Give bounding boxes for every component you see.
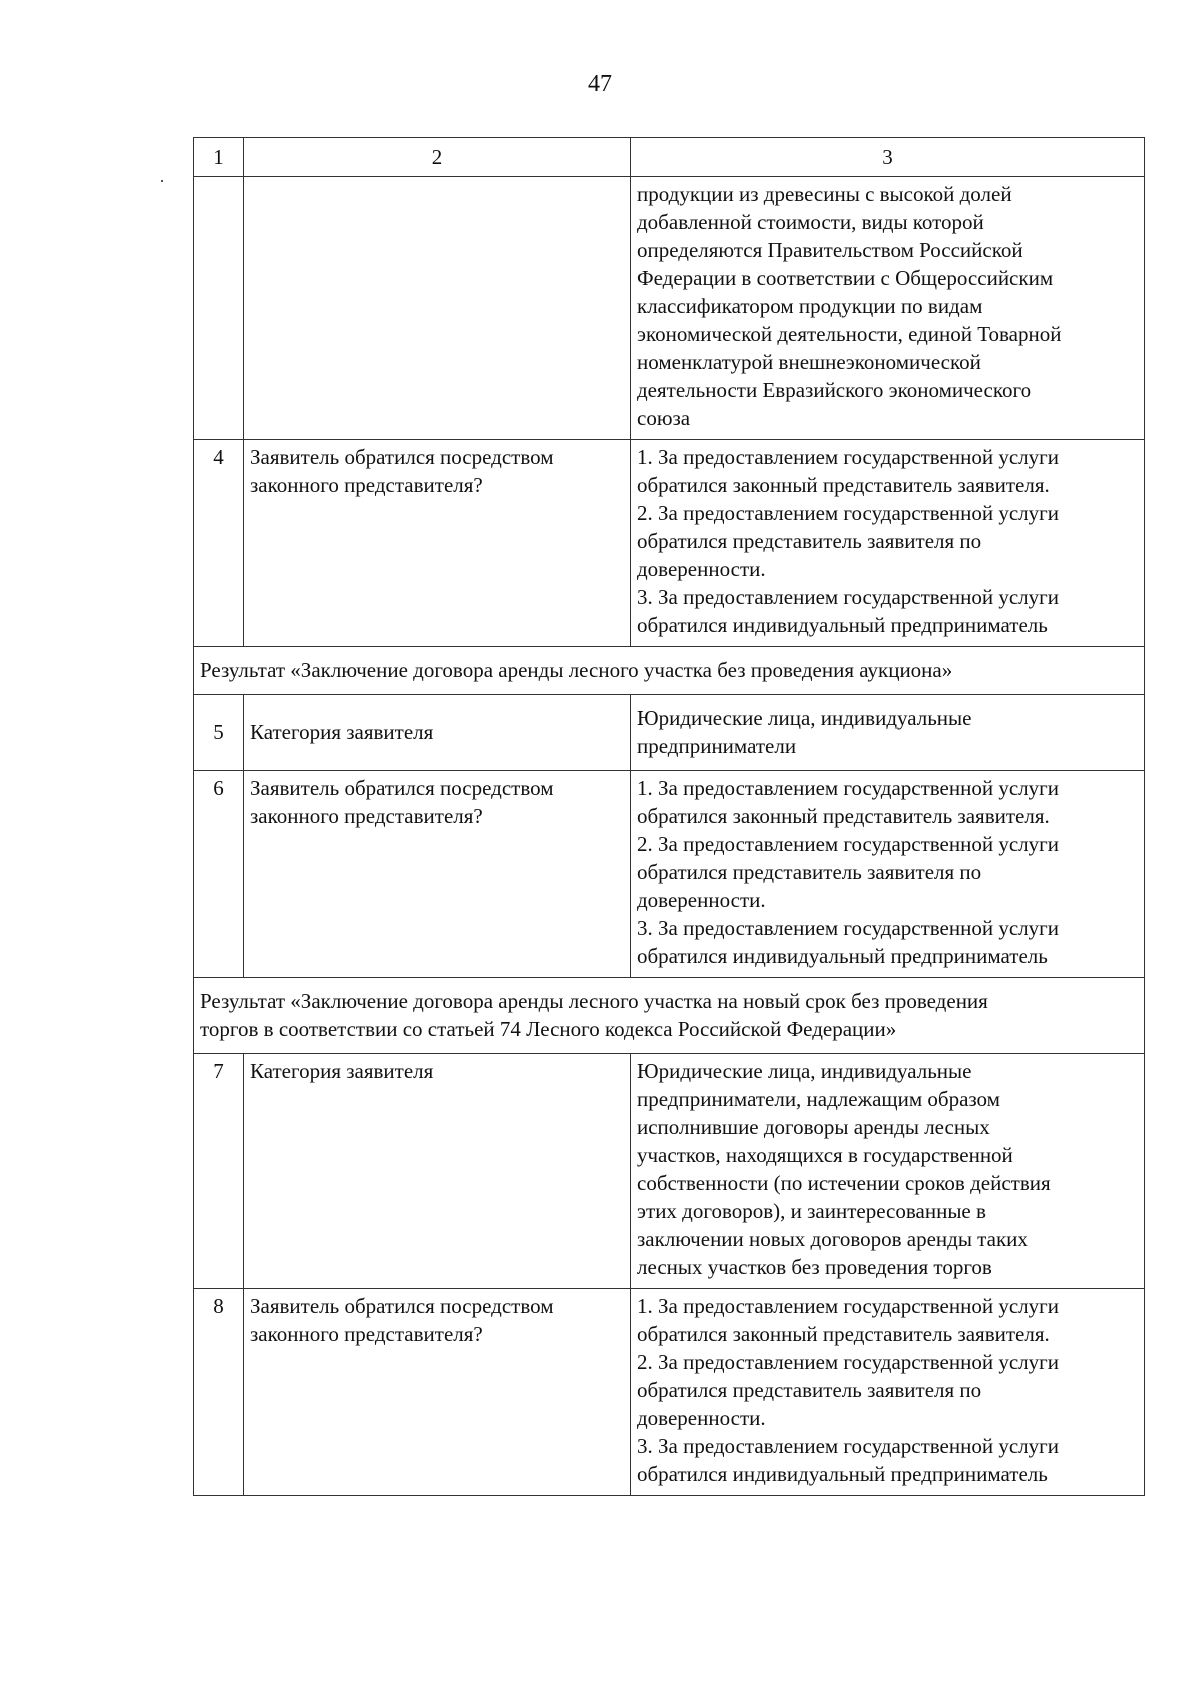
- answer-cell: [631, 695, 1145, 771]
- table-row: [194, 1289, 1145, 1496]
- text-line: предприниматели: [637, 734, 797, 758]
- row-number-cell: 5: [194, 695, 244, 771]
- page-number: 47: [588, 71, 612, 97]
- text-line: 1. За предоставлением государственной услуги: [637, 1294, 1059, 1318]
- text-line: 3. За предоставлением государственной услуги: [637, 916, 1059, 940]
- text-line: классификатором продукции по видам: [637, 294, 983, 318]
- table-header-row: [194, 138, 1145, 177]
- table-body: [194, 440, 1145, 1496]
- header-col-3: 3: [631, 138, 1145, 177]
- text-line: обратился индивидуальный предприниматель: [637, 944, 1048, 968]
- text-line: доверенности.: [637, 888, 766, 912]
- text-line: заключении новых договоров аренды таких: [637, 1227, 1028, 1251]
- text-line: добавленной стоимости, виды которой: [637, 210, 984, 234]
- text-line: торгов в соответствии со статьей 74 Лесного кодекса Российской Федерации»: [200, 1017, 897, 1041]
- text-line: Результат «Заключение договора аренды лесного участка без проведения аукциона»: [200, 658, 953, 682]
- row-number-cell: [194, 177, 244, 440]
- text-line: исполнившие договоры аренды лесных: [637, 1115, 990, 1139]
- text-line: участков, находящихся в государственной: [637, 1143, 1013, 1167]
- text-line: 2. За предоставлением государственной услуги: [637, 832, 1059, 856]
- text-line: обратился представитель заявителя по: [637, 860, 982, 884]
- text-line: этих договоров), и заинтересованные в: [637, 1199, 986, 1223]
- row-number-cell: 8: [194, 1289, 244, 1496]
- text-line: законного представителя?: [250, 473, 483, 497]
- text-line: собственности (по истечении сроков действия: [637, 1171, 1051, 1195]
- text-line: Категория заявителя: [250, 720, 434, 744]
- scan-artifact-dot: [161, 180, 163, 182]
- text-line: обратился законный представитель заявителя.: [637, 473, 1050, 497]
- text-line: лесных участков без проведения торгов: [637, 1255, 992, 1279]
- text-line: обратился представитель заявителя по: [637, 529, 982, 553]
- text-line: продукции из древесины с высокой долей: [637, 182, 1012, 206]
- text-line: 3. За предоставлением государственной услуги: [637, 585, 1059, 609]
- text-line: доверенности.: [637, 1406, 766, 1430]
- question-cell: [244, 177, 631, 440]
- criteria-table: [193, 137, 1145, 1496]
- table-row: [194, 771, 1145, 978]
- row-number-cell: 7: [194, 1054, 244, 1289]
- answer-cell: [631, 771, 1145, 978]
- text-line: Результат «Заключение договора аренды лесного участка на новый срок без проведения: [200, 989, 988, 1013]
- question-cell: [244, 695, 631, 771]
- question-cell: [244, 1054, 631, 1289]
- text-line: экономической деятельности, единой Товарной: [637, 322, 1062, 346]
- text-line: обратился индивидуальный предприниматель: [637, 1462, 1048, 1486]
- text-line: Юридические лица, индивидуальные: [637, 706, 972, 730]
- text-line: номенклатурой внешнеэкономической: [637, 350, 981, 374]
- question-cell: [244, 1289, 631, 1496]
- table-row-continuation: [194, 177, 1145, 440]
- text-line: доверенности.: [637, 557, 766, 581]
- text-line: союза: [637, 406, 691, 430]
- table-row: [194, 440, 1145, 647]
- text-line: законного представителя?: [250, 1322, 483, 1346]
- text-line: определяются Правительством Российской: [637, 238, 1023, 262]
- row-number-cell: 4: [194, 440, 244, 647]
- header-col-2: 2: [244, 138, 631, 177]
- text-line: обратился индивидуальный предприниматель: [637, 613, 1048, 637]
- text-line: Заявитель обратился посредством: [250, 776, 554, 800]
- text-line: 2. За предоставлением государственной услуги: [637, 1350, 1059, 1374]
- question-cell: [244, 440, 631, 647]
- text-line: Заявитель обратился посредством: [250, 445, 554, 469]
- answer-cell: [631, 177, 1145, 440]
- answer-cell: [631, 1289, 1145, 1496]
- text-line: Юридические лица, индивидуальные: [637, 1059, 972, 1083]
- result-heading-cell: [194, 978, 1145, 1054]
- text-line: законного представителя?: [250, 804, 483, 828]
- text-line: 2. За предоставлением государственной услуги: [637, 501, 1059, 525]
- result-section-row: [194, 647, 1145, 695]
- text-line: 3. За предоставлением государственной услуги: [637, 1434, 1059, 1458]
- text-line: обратился законный представитель заявителя.: [637, 804, 1050, 828]
- text-line: обратился представитель заявителя по: [637, 1378, 982, 1402]
- row-number-cell: 6: [194, 771, 244, 978]
- text-line: деятельности Евразийского экономического: [637, 378, 1032, 402]
- text-line: 1. За предоставлением государственной услуги: [637, 445, 1059, 469]
- text-line: Категория заявителя: [250, 1059, 434, 1083]
- answer-cell: [631, 1054, 1145, 1289]
- table-row: [194, 1054, 1145, 1289]
- text-line: обратился законный представитель заявителя.: [637, 1322, 1050, 1346]
- text-line: Заявитель обратился посредством: [250, 1294, 554, 1318]
- text-line: Федерации в соответствии с Общероссийским: [637, 266, 1054, 290]
- header-col-1: 1: [194, 138, 244, 177]
- answer-cell: [631, 440, 1145, 647]
- text-line: 1. За предоставлением государственной услуги: [637, 776, 1059, 800]
- table-row: [194, 695, 1145, 771]
- result-heading-cell: [194, 647, 1145, 695]
- question-cell: [244, 771, 631, 978]
- result-section-row: [194, 978, 1145, 1054]
- text-line: предприниматели, надлежащим образом: [637, 1087, 1000, 1111]
